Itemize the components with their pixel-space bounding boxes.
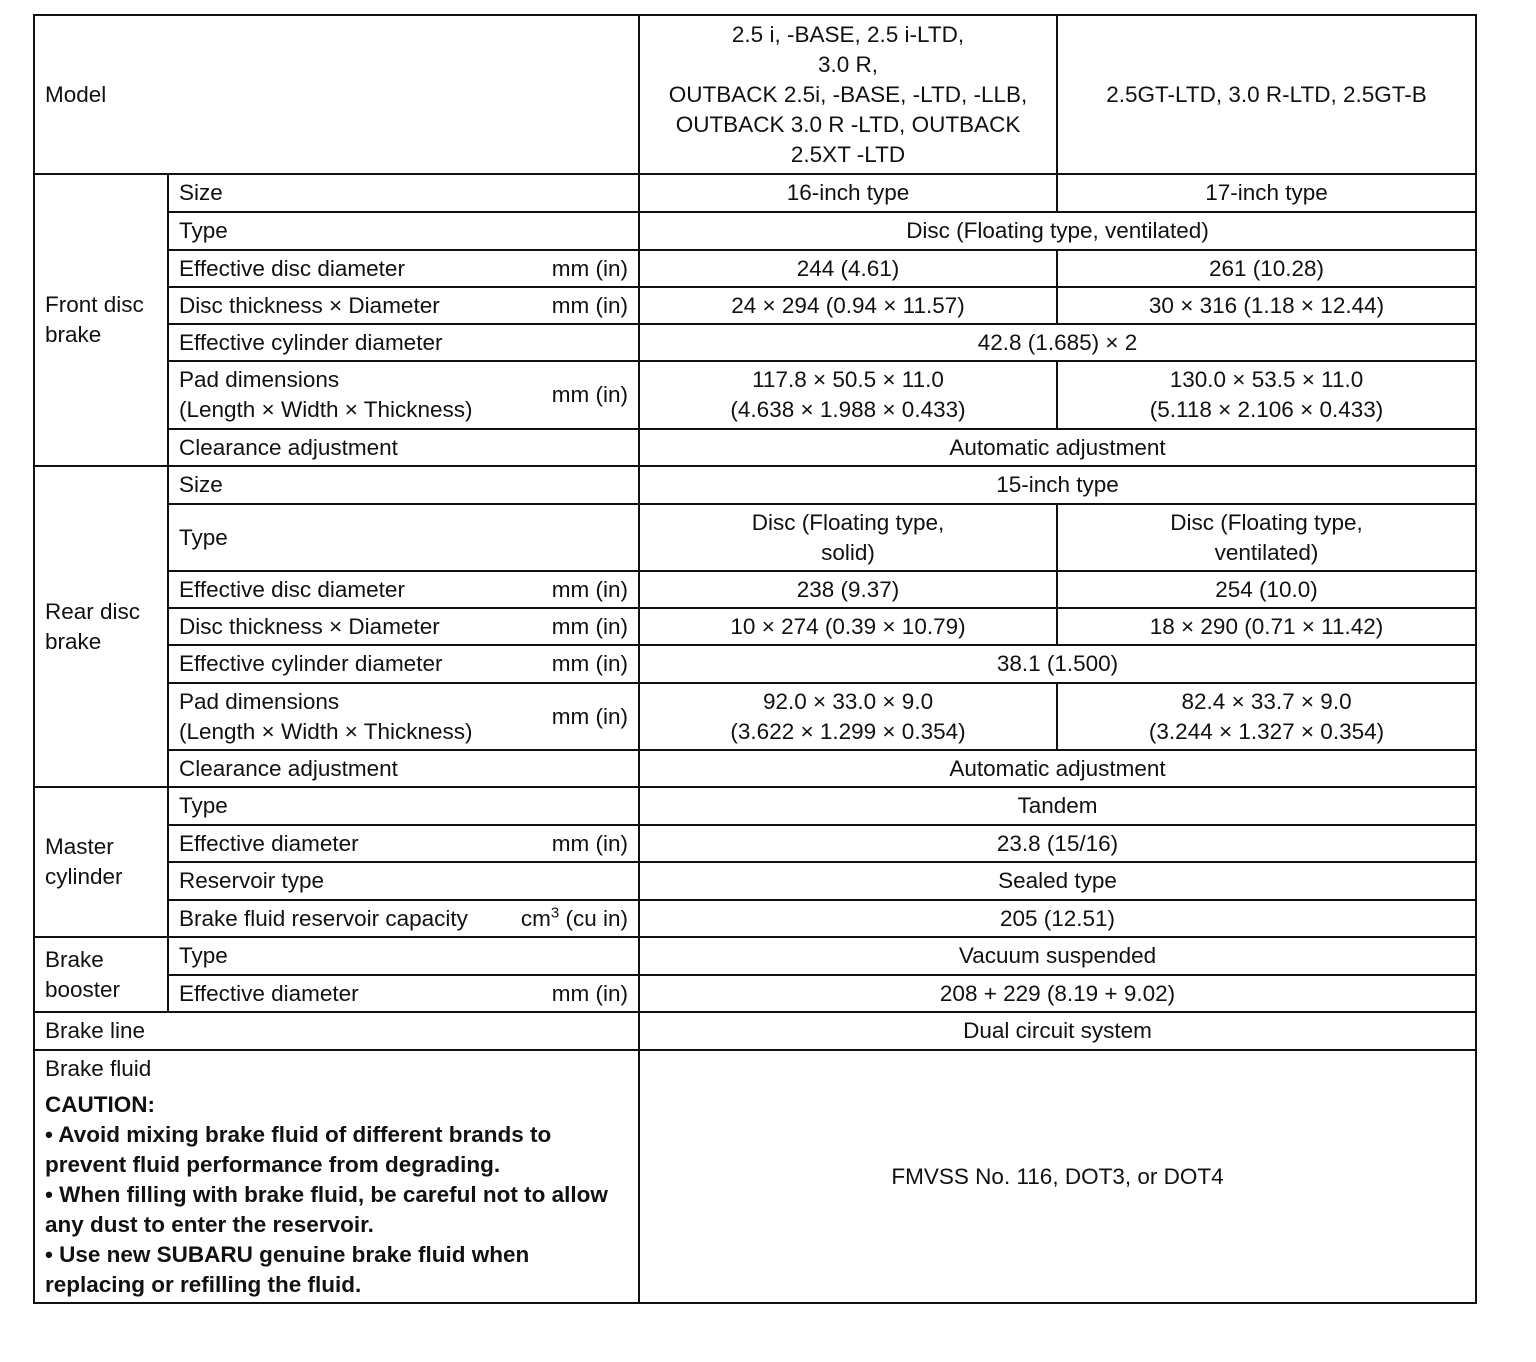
item-label: Effective disc diameter	[179, 255, 405, 281]
model-col1-line: OUTBACK 3.0 R -LTD, OUTBACK	[675, 111, 1021, 137]
model-label: Model	[34, 15, 639, 174]
item-label: (Length × Width × Thickness)	[179, 397, 473, 422]
master-cylinder-group	[34, 787, 168, 937]
item-label: Clearance adjustment	[168, 750, 639, 787]
front-eff-disc-row	[34, 250, 1476, 287]
caution-title: CAUTION:	[45, 1091, 155, 1117]
value-cell: 17-inch type	[1057, 174, 1476, 212]
value-cell	[639, 361, 1057, 429]
value-cell: 15-inch type	[639, 466, 1476, 504]
group-label-line: Front disc	[45, 292, 144, 317]
value-cell: 24 × 294 (0.94 × 11.57)	[639, 287, 1057, 324]
value-cell	[639, 683, 1057, 750]
rear-size-row	[34, 466, 1476, 504]
value-cell: 205 (12.51)	[639, 900, 1476, 937]
brake-fluid-label: Brake fluid	[45, 1055, 152, 1081]
value-cell: Disc (Floating type, ventilated)	[639, 212, 1476, 250]
item-label-cell	[168, 287, 639, 324]
master-eff-dia-row	[34, 825, 1476, 862]
value-cell: Automatic adjustment	[639, 429, 1476, 466]
value-cell: 261 (10.28)	[1057, 250, 1476, 287]
rear-disc-brake-group	[34, 466, 168, 787]
group-label-line: booster	[45, 976, 121, 1002]
item-label-cell	[168, 900, 639, 937]
front-disc-brake-group	[34, 174, 168, 466]
rear-eff-disc-row	[34, 571, 1476, 608]
unit-label: mm (in)	[551, 830, 629, 856]
group-label-line: Brake	[45, 946, 104, 972]
master-reservoir-row	[34, 862, 1476, 900]
master-capacity-row	[34, 900, 1476, 937]
item-label: Size	[168, 174, 639, 212]
item-label-cell	[168, 645, 639, 683]
value-cell	[1057, 361, 1476, 429]
item-label: Effective cylinder diameter	[179, 651, 443, 676]
brake-fluid-value: FMVSS No. 116, DOT3, or DOT4	[639, 1050, 1476, 1303]
item-label-cell	[168, 250, 639, 287]
item-label: Type	[168, 212, 639, 250]
group-label-line: brake	[45, 322, 102, 347]
model-col1-line: 2.5 i, -BASE, 2.5 i-LTD,	[731, 21, 965, 47]
rear-type-row	[34, 504, 1476, 571]
model-col2: 2.5GT-LTD, 3.0 R-LTD, 2.5GT-B	[1057, 15, 1476, 174]
front-eff-cyl-row	[34, 324, 1476, 361]
value-cell	[1057, 504, 1476, 571]
value-line: (4.638 × 1.988 × 0.433)	[730, 397, 966, 422]
value-cell: Automatic adjustment	[639, 750, 1476, 787]
unit-label: mm (in)	[551, 292, 629, 318]
unit-label: mm (in)	[551, 980, 629, 1006]
unit-suffix: (cu in)	[559, 905, 629, 931]
item-label: Reservoir type	[168, 862, 639, 900]
unit-label: mm (in)	[551, 613, 629, 639]
front-size-row	[34, 174, 1476, 212]
value-cell	[639, 504, 1057, 571]
item-label: Effective diameter	[179, 830, 359, 856]
rear-eff-cyl-row	[34, 645, 1476, 683]
value-cell: 42.8 (1.685) × 2	[639, 324, 1476, 361]
rear-pad-row	[34, 683, 1476, 750]
item-label: Effective disc diameter	[179, 576, 405, 602]
item-label-cell	[168, 571, 639, 608]
brake-booster-group	[34, 937, 168, 1012]
value-cell: 238 (9.37)	[639, 571, 1057, 608]
value-line: ventilated)	[1214, 539, 1319, 565]
value-cell: Vacuum suspended	[639, 937, 1476, 975]
item-label-cell	[168, 975, 639, 1012]
item-label-cell	[168, 683, 639, 750]
unit-label	[521, 904, 628, 934]
value-line: 92.0 × 33.0 × 9.0	[762, 688, 934, 714]
value-line: (5.118 × 2.106 × 0.433)	[1149, 397, 1384, 422]
value-cell	[1057, 683, 1476, 750]
group-label-line: brake	[45, 628, 102, 654]
value-line: Disc (Floating type,	[1170, 509, 1363, 535]
booster-type-row	[34, 937, 1476, 975]
value-line: (3.244 × 1.327 × 0.354)	[1148, 718, 1385, 744]
rear-clearance-row	[34, 750, 1476, 787]
value-cell: 244 (4.61)	[639, 250, 1057, 287]
value-cell: Sealed type	[639, 862, 1476, 900]
group-label-line: Master	[45, 834, 114, 859]
value-line: 130.0 × 53.5 × 11.0	[1169, 367, 1364, 392]
value-cell: Tandem	[639, 787, 1476, 825]
item-label: (Length × Width × Thickness)	[179, 718, 473, 744]
group-label-line: Rear disc	[45, 598, 141, 624]
item-label: Effective diameter	[179, 980, 359, 1006]
value-line: 82.4 × 33.7 × 9.0	[1181, 688, 1352, 714]
caution-item: • Avoid mixing brake fluid of different brands to prevent fluid performance from degrading.	[45, 1121, 552, 1177]
brake-spec-table	[33, 14, 1477, 1304]
value-cell: 208 + 229 (8.19 + 9.02)	[639, 975, 1476, 1012]
group-label-line: cylinder	[45, 864, 123, 889]
value-line: Disc (Floating type,	[751, 509, 945, 535]
item-label: Disc thickness × Diameter	[179, 292, 440, 318]
model-col1-line: 2.5XT -LTD	[790, 141, 906, 167]
value-cell: 30 × 316 (1.18 × 12.44)	[1057, 287, 1476, 324]
front-pad-row	[34, 361, 1476, 429]
header-row	[34, 15, 1476, 174]
brake-fluid-row	[34, 1050, 1476, 1303]
value-cell: 38.1 (1.500)	[639, 645, 1476, 683]
master-type-row	[34, 787, 1476, 825]
item-label: Brake fluid reservoir capacity	[179, 905, 468, 931]
value-cell: Dual circuit system	[639, 1012, 1476, 1050]
item-label-cell	[168, 825, 639, 862]
item-label-cell	[168, 361, 639, 429]
caution-item: • Use new SUBARU genuine brake fluid when replacing or refilling the fluid.	[45, 1241, 530, 1297]
front-thickness-row	[34, 287, 1476, 324]
brake-line-row	[34, 1012, 1476, 1050]
value-cell: 16-inch type	[639, 174, 1057, 212]
front-clearance-row	[34, 429, 1476, 466]
item-label: Pad dimensions	[179, 367, 340, 392]
front-type-row	[34, 212, 1476, 250]
booster-eff-dia-row	[34, 975, 1476, 1012]
item-label: Effective cylinder diameter	[168, 324, 639, 361]
item-label-cell	[168, 608, 639, 645]
value-line: 117.8 × 50.5 × 11.0	[752, 367, 944, 392]
brake-fluid-cell	[34, 1050, 639, 1303]
item-label: Pad dimensions	[179, 688, 340, 714]
item-label: Type	[168, 787, 639, 825]
model-col1-line: OUTBACK 2.5i, -BASE, -LTD, -LLB,	[668, 81, 1028, 107]
model-col1	[639, 15, 1057, 174]
item-label: Clearance adjustment	[168, 429, 639, 466]
item-label: Disc thickness × Diameter	[179, 613, 440, 639]
value-cell: 254 (10.0)	[1057, 571, 1476, 608]
value-cell: 10 × 274 (0.39 × 10.79)	[639, 608, 1057, 645]
item-label: Size	[168, 466, 639, 504]
unit-label: mm (in)	[551, 382, 629, 407]
value-cell: 18 × 290 (0.71 × 11.42)	[1057, 608, 1476, 645]
item-label: Type	[168, 504, 639, 571]
unit-label: mm (in)	[551, 703, 629, 729]
value-line: solid)	[821, 539, 875, 565]
item-label: Type	[168, 937, 639, 975]
brake-line-label: Brake line	[34, 1012, 639, 1050]
unit-label: mm (in)	[551, 255, 629, 281]
value-cell: 23.8 (15/16)	[639, 825, 1476, 862]
unit-base: cm	[520, 905, 551, 931]
caution-item: • When filling with brake fluid, be careful not to allow any dust to enter the reservoir.	[45, 1181, 608, 1237]
unit-label: mm (in)	[551, 651, 629, 676]
unit-superscript: 3	[550, 904, 560, 921]
rear-thickness-row	[34, 608, 1476, 645]
model-col1-line: 3.0 R,	[818, 51, 879, 77]
unit-label: mm (in)	[551, 576, 629, 602]
value-line: (3.622 × 1.299 × 0.354)	[730, 718, 966, 744]
